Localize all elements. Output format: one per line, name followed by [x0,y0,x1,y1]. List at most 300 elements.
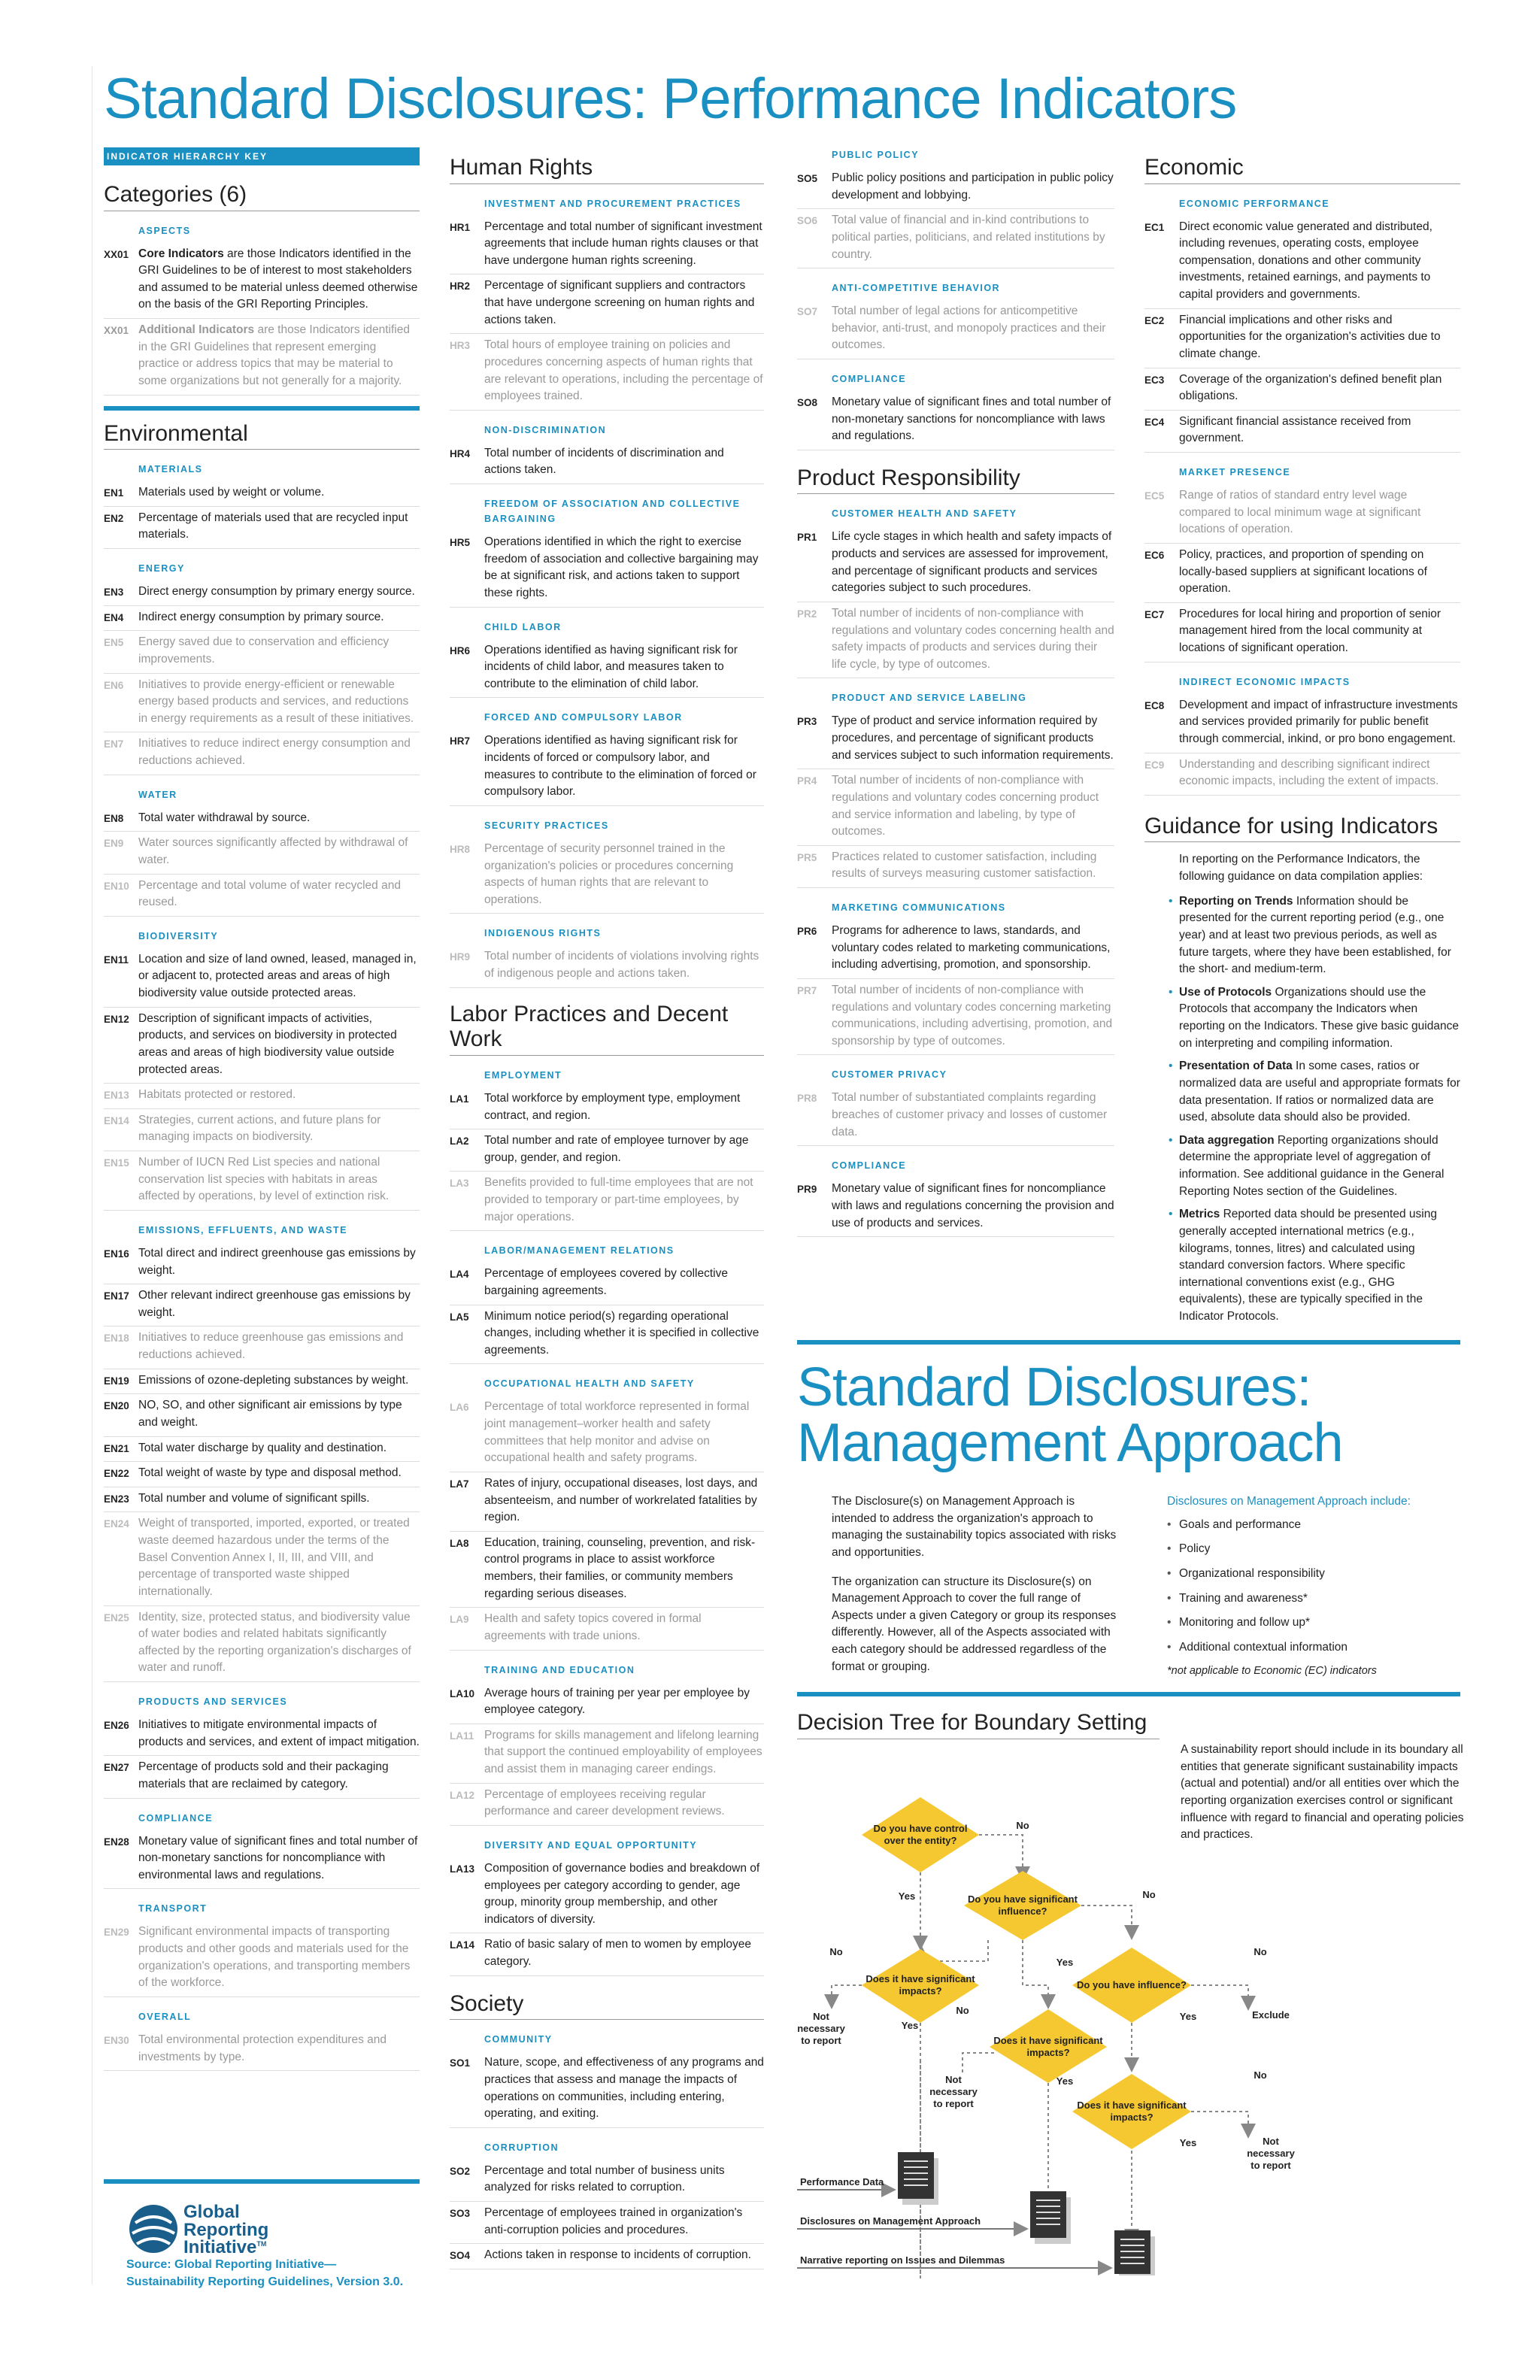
indicator-text: Initiatives to reduce greenhouse gas emissions and reductions achieved. [138,1331,404,1362]
indicator-code: EN14 [104,1114,129,1126]
indicator-text: Percentage of total workforce represented in formal joint management–worker health and safety committees that help monitor and advise on occupational health and safety programs. [484,1400,750,1465]
aspect-label: COMMUNITY [484,2034,553,2045]
indicator-code: EN18 [104,1332,129,1345]
indicator-row [450,2051,764,2128]
guidance-item-text: Information should be presented for the current reporting period (e.g., one year) and at least two previous periods, as well as future targets, where they have been established, for the short- and medium-term. [1179,894,1451,976]
indicator-text: Indirect energy consumption by primary source. [138,610,384,623]
indicator-text: Emissions of ozone-depleting substances by weight. [138,1373,409,1387]
not-necessary-1: Not [813,2011,829,2022]
indicator-row [1144,411,1460,453]
indicator-code: EN22 [104,1468,129,1480]
aspect-label: COMPLIANCE [138,1812,214,1824]
aspect-label: EMPLOYMENT [484,1069,562,1081]
indicator-text: Composition of governance bodies and breakdown of employees per category according to gender, age group, minority group membership, and other indicators of diversity. [484,1861,760,1926]
indicator-code: EN28 [104,1836,129,1848]
indicator-row [450,1933,764,1975]
indicator-row [450,1129,764,1172]
indicator-code: SO7 [797,306,818,318]
product-category [797,465,1114,1237]
indicator-code: EC7 [1144,608,1165,620]
indicator-row [797,602,1114,679]
divider [797,1340,1460,1345]
society-category [450,1991,764,2269]
indicator-row [1144,694,1460,753]
aspect-label: PUBLIC POLICY [832,150,920,160]
not-necessary-2: to report [933,2098,974,2109]
indicator-row [104,1151,420,1211]
indicator-code: HR8 [450,843,471,855]
key-core [104,243,420,320]
not-necessary-3: to report [1250,2160,1291,2171]
indicator-code: PR7 [797,984,817,996]
divider [104,406,420,411]
indicator-text: Monetary value of significant fines and total number of non-monetary sanctions for noncompliance with environmental laws and regulations. [138,1834,418,1881]
q6-line2: impacts? [1110,2112,1153,2123]
indicator-row [450,1087,764,1129]
indicator-row [104,807,420,832]
label-yes: Yes [901,2020,919,2031]
aspect-label: ECONOMIC PERFORMANCE [1179,198,1330,209]
indicator-text: Total number of incidents of violations involving rights of indigenous people and actions taken. [484,950,759,981]
q3-line1: Does it have significant [865,1973,975,1984]
management-list [1167,1493,1468,1680]
indicator-code: EC5 [1144,490,1165,502]
indicator-code: LA5 [450,1311,469,1323]
aspect-label: TRAINING AND EDUCATION [484,1664,635,1675]
guidance-item-title: Reporting on Trends [1179,894,1293,908]
q4-line1: Do you have influence? [1077,1979,1187,1990]
indicator-row [1144,309,1460,368]
indicator-code: EC8 [1144,699,1165,711]
output-performance-data: Performance Data [800,2176,884,2187]
indicator-row [450,1724,764,1784]
category-heading: Product Responsibility [797,465,1114,495]
indicator-code: LA11 [450,1730,474,1742]
indicator-code: PR6 [797,926,817,938]
indicator-text: Financial implications and other risks and opportunities for the organization's activities due to climate change. [1179,313,1441,360]
not-necessary-2: necessary [929,2086,978,2097]
category-heading: Labor Practices and Decent Work [450,1002,764,1056]
indicator-row [104,948,420,1008]
indicator-code: EN10 [104,880,129,892]
decision-tree-diagram [797,1760,1459,2278]
indicator-text: Energy saved due to conservation and efficiency improvements. [138,635,390,665]
indicator-code: EN3 [104,587,124,599]
list-item: • Additional contextual information [1167,1639,1468,1657]
aspect-label: INDIGENOUS RIGHTS [484,928,602,939]
indicator-row [450,274,764,334]
aspect-label: ENERGY [138,563,185,575]
q1-line2: over the entity? [884,1835,957,1846]
aspect-label: OVERALL [138,2011,192,2022]
indicator-text: Total number of incidents of non-compliance with regulations and voluntary codes concerning marketing communications, including advertising, promotion, and sponsorship by type of outcomes. [832,983,1113,1048]
label-yes: Yes [898,1890,916,1902]
indicator-text: Total number and rate of employee turnover by age group, gender, and region. [484,1134,749,1164]
indicator-text: Operations identified in which the right to exercise freedom of association and collective bargaining may be at significant risk, and actions taken to support these rights. [484,535,759,599]
indicator-row [104,1921,420,1997]
decision-tree-heading: Decision Tree for Boundary Setting [797,1710,1160,1739]
indicator-row [450,1263,764,1305]
indicator-row [104,1606,420,1683]
indicator-text: Total number of incidents of non-compliance with regulations and voluntary codes concerning product and service information and labeling, by type of outcomes. [832,774,1099,838]
indicator-row [450,1857,764,1934]
indicator-text: Public policy positions and participation in public policy development and lobbying. [832,171,1114,202]
not-necessary-3: necessary [1247,2148,1295,2159]
indicator-text: Description of significant impacts of activities, products, and services on biodiversity in protected areas and areas of high biodiversity value outside protected areas. [138,1011,397,1076]
indicator-code: EN15 [104,1157,129,1169]
indicator-text: Location and size of land owned, leased, managed in, or adjacent to, protected areas and areas of high biodiversity value outside protected areas. [138,952,417,1000]
indicator-row [450,1784,764,1826]
indicator-code: EN26 [104,1720,129,1732]
aspect-label: SECURITY PRACTICES [484,820,609,831]
indicator-row [104,507,420,549]
guidance-item-title: Use of Protocols [1179,985,1272,999]
indicator-text: Water sources significantly affected by withdrawal of water. [138,836,408,866]
indicator-text: Total weight of waste by type and disposal method. [138,1466,402,1480]
indicator-text: Direct energy consumption by primary energy source. [138,585,415,599]
indicator-code: EN21 [104,1442,129,1454]
indicator-row [104,832,420,874]
logo-line: Initiative™ [183,2237,267,2258]
indicator-text: Ratio of basic salary of men to women by employee category. [484,1938,751,1969]
indicator-row [1144,484,1460,544]
categories-heading: Categories (6) [104,182,420,211]
indicator-code: SO6 [797,215,818,227]
decision-tree-text: A sustainability report should include in its boundary all entities that generate significant sustainability impacts (actual and potential) and/or all entities over which the reporting organization exercises control or significant influence with regard to financial and operating policies and practices. [1181,1743,1464,1842]
indicator-text: Percentage and total number of business units analyzed for risks related to corruption. [484,2163,725,2194]
indicator-key-bar: INDICATOR HIERARCHY KEY [104,147,420,165]
aspect-label: PRODUCTS AND SERVICES [138,1696,288,1708]
indicator-row [104,732,420,775]
indicator-row [1144,216,1460,309]
indicator-text: Life cycle stages in which health and safety impacts of products and services are assessed for improvement, and percentage of significant products and services categories subject to such procedures. [832,530,1112,595]
guidance-intro: In reporting on the Performance Indicators, the following guidance on data compilation applies: [1179,853,1423,884]
indicator-text: Total number of incidents of non-compliance with regulations and voluntary codes concerning health and safety impacts of products and services during their life cycle, by type of outcomes. [832,606,1114,671]
aspect-label: INVESTMENT AND PROCUREMENT PRACTICES [484,198,741,209]
indicator-code: EN24 [104,1518,129,1530]
indicator-text: Percentage of materials used that are recycled input materials. [138,511,408,541]
indicator-text: Type of product and service information required by procedures, and percentage of significant products and services subject to such information requirements. [832,714,1114,762]
indicator-row [104,581,420,606]
indicator-code: EN25 [104,1611,129,1624]
indicator-code: EN23 [104,1493,129,1505]
indicator-code: EN27 [104,1762,129,1774]
indicator-code: PR3 [797,716,817,728]
indicator-code: EN11 [104,954,129,966]
indicator-row [1144,603,1460,662]
aspect-label: COMPLIANCE [832,1160,907,1172]
indicator-text: Operations identified as having significant risk for incidents of forced or compulsory labor, and measures to contribute to the elimination of forced or compulsory labor. [484,734,756,799]
indicator-code: EN16 [104,1248,129,1260]
indicator-text: Range of ratios of standard entry level wage compared to local minimum wage at significant locations of operation. [1179,489,1421,536]
q2-line2: influence? [998,1906,1047,1917]
indicator-text: Number of IUCN Red List species and national conservation list species with habitats in areas affected by operations, by level of extinction risk. [138,1156,390,1203]
aspect-label: NON-DISCRIMINATION [484,424,607,435]
aspects-label: ASPECTS [138,225,191,236]
indicator-text: Total direct and indirect greenhouse gas emissions by weight. [138,1246,416,1277]
indicator-text: Practices related to customer satisfaction, including results of surveys measuring customer satisfaction. [832,850,1097,881]
indicator-row [450,1682,764,1724]
indicator-text: Health and safety topics covered in formal agreements with trade unions. [484,1612,702,1642]
indicator-text: Percentage and total number of significant investment agreements that include human rights clauses or that have undergone human rights screening. [484,220,762,267]
indicator-text: Policy, practices, and proportion of spending on locally-based suppliers at significant locations of operation. [1179,547,1427,596]
logo-line: Reporting [183,2219,269,2240]
indicator-row [450,442,764,484]
indicator-code: HR6 [450,644,471,656]
indicator-row [450,2160,764,2202]
indicator-row [104,875,420,917]
indicator-row [104,1084,420,1109]
list-item: • Organizational responsibility [1167,1566,1468,1583]
q1-line1: Do you have control [873,1823,968,1834]
indicator-code: HR7 [450,735,471,747]
key-core-bold: Core Indicators [138,247,224,260]
indicator-row [450,945,764,987]
aspect-label: LABOR/MANAGEMENT RELATIONS [484,1245,675,1257]
document-icon [898,2152,938,2205]
indicator-code: EN30 [104,2034,129,2046]
indicator-text: Procedures for local hiring and proportion of senior management hired from the local community at locations of significant operation. [1179,607,1441,655]
aspect-label: FORCED AND COMPULSORY LABOR [484,712,683,723]
indicator-code: LA8 [450,1537,469,1549]
indicator-code: PR4 [797,775,817,787]
management-note: *not applicable to Economic (EC) indicators [1167,1665,1377,1678]
output-narrative: Narrative reporting on Issues and Dilemmas [800,2254,1005,2266]
list-item: • Monitoring and follow up* [1167,1614,1468,1632]
indicator-text: Programs for adherence to laws, standards, and voluntary codes related to marketing communications, including advertising, promotion, and sponsorship. [832,924,1111,972]
indicator-text: Direct economic value generated and distributed, including revenues, operating costs, employee compensation, donations and other community investments, retained earnings, and payments to capital providers and governments. [1179,220,1432,302]
indicator-text: Total number of legal actions for anticompetitive behavior, anti-trust, and monopoly practices and their outcomes. [832,305,1106,352]
indicator-row [797,526,1114,602]
indicator-row [450,334,764,411]
label-yes: Yes [1056,1957,1074,1968]
indicator-code: SO4 [450,2250,471,2262]
indicator-row [104,1462,420,1487]
indicator-row [104,1756,420,1798]
indicator-row [797,846,1114,888]
aspect-label: MATERIALS [138,464,203,475]
management-paragraph: The organization can structure its Disclosure(s) on Management Approach to cover the full range of Aspects under a given Category or group its responses differently. However, all of the Aspects associated with each category should be addressed regardless of the format or grouping. [832,1575,1117,1673]
guidance-item-title: Presentation of Data [1179,1060,1293,1073]
label-yes: Yes [1179,2011,1197,2022]
indicator-text: Percentage of employees trained in organization's anti-corruption policies and procedures. [484,2206,743,2236]
indicator-row [450,2202,764,2244]
indicator-code: HR3 [450,340,471,352]
indicator-code: EC1 [1144,221,1165,233]
indicator-code: LA13 [450,1863,475,1875]
indicator-code: LA4 [450,1269,469,1281]
indicator-code: SO8 [797,397,818,408]
indicator-row [450,531,764,608]
guidance-list [1144,893,1460,1326]
indicator-text: Percentage of employees receiving regular performance and career development reviews. [484,1787,725,1818]
category-heading: Human Rights [450,155,764,184]
indicator-row [104,1284,420,1326]
indicator-text: Total number and volume of significant spills. [138,1491,370,1505]
indicator-text: Percentage of employees covered by collective bargaining agreements. [484,1267,728,1297]
indicator-row [104,2029,420,2071]
category-heading: Environmental [104,421,420,450]
indicator-text: Initiatives to mitigate environmental impacts of products and services, and extent of impact mitigation. [138,1718,420,1748]
column-2 [450,147,764,2269]
aspect-label: ANTI-COMPETITIVE BEHAVIOR [832,283,1001,294]
management-list-heading: Disclosures on Management Approach include: [1167,1495,1411,1508]
indicator-row [450,1532,764,1608]
indicator-row [797,209,1114,268]
aspect-label: INDIRECT ECONOMIC IMPACTS [1179,676,1351,687]
label-no: No [1016,1820,1029,1831]
indicator-code: LA7 [450,1478,469,1490]
aspect-label: CORRUPTION [484,2142,559,2153]
label-no: No [956,2005,969,2016]
indicator-code: EN2 [104,512,124,524]
indicator-code: HR4 [450,447,471,459]
output-management-approach: Disclosures on Management Approach [800,2215,981,2227]
management-text [832,1493,1117,1687]
aspect-label: PRODUCT AND SERVICE LABELING [832,693,1027,704]
aspect-label: EMISSIONS, EFFLUENTS, AND WASTE [138,1224,347,1235]
logo-line: Global [183,2202,240,2222]
indicator-code: EC6 [1144,549,1165,561]
indicator-text: Total water withdrawal by source. [138,811,311,824]
aspect-label: MARKETING COMMUNICATIONS [832,902,1006,914]
indicator-row [104,606,420,632]
indicator-text: Monetary value of significant fines for noncompliance with laws and regulations concerning the provision and use of products and services. [832,1182,1114,1229]
indicator-row [450,216,764,275]
indicator-text: Initiatives to reduce indirect energy consumption and reductions achieved. [138,737,411,768]
indicator-text: Percentage of security personnel trained in the organization's policies or procedures concerning aspects of human rights that are relevant to operations. [484,841,734,906]
aspect-label: CHILD LABOR [484,621,562,632]
indicator-text: Total workforce by employment type, employment contract, and region. [484,1091,741,1122]
indicator-text: Rates of injury, occupational diseases, lost days, and absenteeism, and number of workrelated fatalities by region. [484,1476,758,1524]
indicator-row [104,1008,420,1084]
indicator-code: HR2 [450,280,471,293]
environmental-category [104,421,420,2072]
column-4 [1144,147,1460,1332]
indicator-code: EN13 [104,1090,129,1102]
q5-line1: Does it have significant [993,2035,1103,2046]
indicator-text: Identity, size, protected status, and biodiversity value of water bodies and related habitats significantly affected by the reporting organization's discharges of water and runoff. [138,1610,411,1675]
indicator-row [797,979,1114,1056]
indicator-row [797,710,1114,769]
labor-category [450,1002,764,1976]
indicator-text: Significant environmental impacts of transporting products and other goods and materials used for the organization's operations, and transporting members of the workforce. [138,1925,411,1990]
indicator-text: Percentage and total volume of water recycled and reused. [138,878,401,909]
indicator-code: SO1 [450,2057,471,2069]
management-title-line2: Management Approach [797,1413,1343,1474]
indicator-row [797,391,1114,450]
human-rights-category [450,155,764,988]
indicator-code: LA10 [450,1687,475,1699]
indicator-code: EN20 [104,1400,129,1412]
indicator-row [1144,753,1460,796]
indicator-code: LA1 [450,1093,469,1105]
indicator-text: Minimum notice period(s) regarding operational changes, including whether it is specified in collective agreements. [484,1309,759,1357]
indicator-row [104,1487,420,1513]
indicator-row [104,1830,420,1890]
indicator-row [104,674,420,733]
indicator-code: EN12 [104,1013,129,1025]
indicator-row [104,1394,420,1436]
indicator-code: EC2 [1144,314,1165,326]
indicator-text: Coverage of the organization's defined benefit plan obligations. [1179,372,1442,403]
indicator-row [450,1396,764,1472]
indicator-row [450,639,764,699]
indicator-code: LA14 [450,1939,475,1951]
aspect-label: CUSTOMER PRIVACY [832,1069,947,1081]
label-no: No [1254,1946,1267,1957]
indicator-code: PR2 [797,608,817,620]
indicator-row [450,1608,764,1650]
list-item: • Goals and performance [1167,1517,1468,1534]
indicator-code: SO5 [797,173,818,184]
guidance-item-title: Metrics [1179,1208,1220,1221]
aspect-label: FREEDOM OF ASSOCIATION AND COLLECTIVE BARGAINING [484,499,741,525]
indicator-code: EN6 [104,679,124,691]
key-additional [104,319,420,396]
indicator-row [104,1242,420,1284]
indicator-text: Total environmental protection expenditures and investments by type. [138,2033,387,2063]
indicator-code: EN7 [104,738,124,750]
guidance-item [1179,1206,1460,1325]
indicator-row [104,1369,420,1395]
logo-text [183,2203,268,2257]
guidance-item-text: Reporting organizations should determine the appropriate level of aggregation of information. See additional guidance in the General Reporting Notes section of the Guidelines. [1179,1133,1445,1198]
indicator-code: PR8 [797,1093,817,1105]
indicator-code: PR5 [797,851,817,863]
indicator-text: Percentage of products sold and their packaging materials that are reclaimed by category. [138,1760,389,1790]
aspect-label: COMPLIANCE [832,374,907,384]
not-necessary-1: to report [801,2035,841,2046]
indicator-text: Total water discharge by quality and destination. [138,1441,387,1454]
indicator-row [104,1326,420,1369]
indicator-text: Education, training, counseling, prevention, and risk-control programs in place to assist workforce members, their families, or community members regarding serious diseases. [484,1536,756,1600]
guidance-heading: Guidance for using Indicators [1144,814,1460,843]
not-necessary-3: Not [1263,2136,1279,2147]
indicator-code: EN5 [104,637,124,649]
indicator-row [104,481,420,507]
label-yes: Yes [1179,2137,1197,2148]
indicator-text: Operations identified as having significant risk for incidents of child labor, and measures taken to contribute to the elimination of child labor. [484,643,738,690]
aspect-label: BIODIVERSITY [138,930,219,941]
indicator-text: Total number of incidents of discrimination and actions taken. [484,446,724,477]
guidance-item [1179,1132,1460,1201]
indicator-code: HR5 [450,537,471,549]
column-1 [104,147,420,2071]
divider [797,1692,1460,1696]
indicator-row [797,920,1114,979]
aspect-label: WATER [138,789,177,800]
indicator-code: EN4 [104,611,124,623]
indicator-text: Programs for skills management and lifelong learning that support the continued employability of employees and assist them in managing career endings. [484,1728,762,1776]
indicator-code: LA3 [450,1178,469,1190]
key-add-bold: Additional Indicators [138,323,255,337]
indicator-row [104,1109,420,1151]
indicator-row [797,300,1114,359]
source-line: Source: Global Reporting Initiative— [126,2258,337,2271]
indicator-row [797,1087,1114,1146]
indicator-row [104,1437,420,1463]
indicator-code: EC4 [1144,416,1165,428]
guidance-item [1179,893,1460,978]
column-3 [797,147,1114,1237]
indicator-text: Habitats protected or restored. [138,1088,296,1102]
not-necessary-1: necessary [797,2023,845,2034]
indicator-row [450,1472,764,1532]
indicator-text: Total number of substantiated complaints regarding breaches of customer privacy and losses of customer data. [832,1091,1108,1138]
indicator-code: LA6 [450,1402,469,1414]
q2-line1: Do you have significant [968,1893,1078,1905]
